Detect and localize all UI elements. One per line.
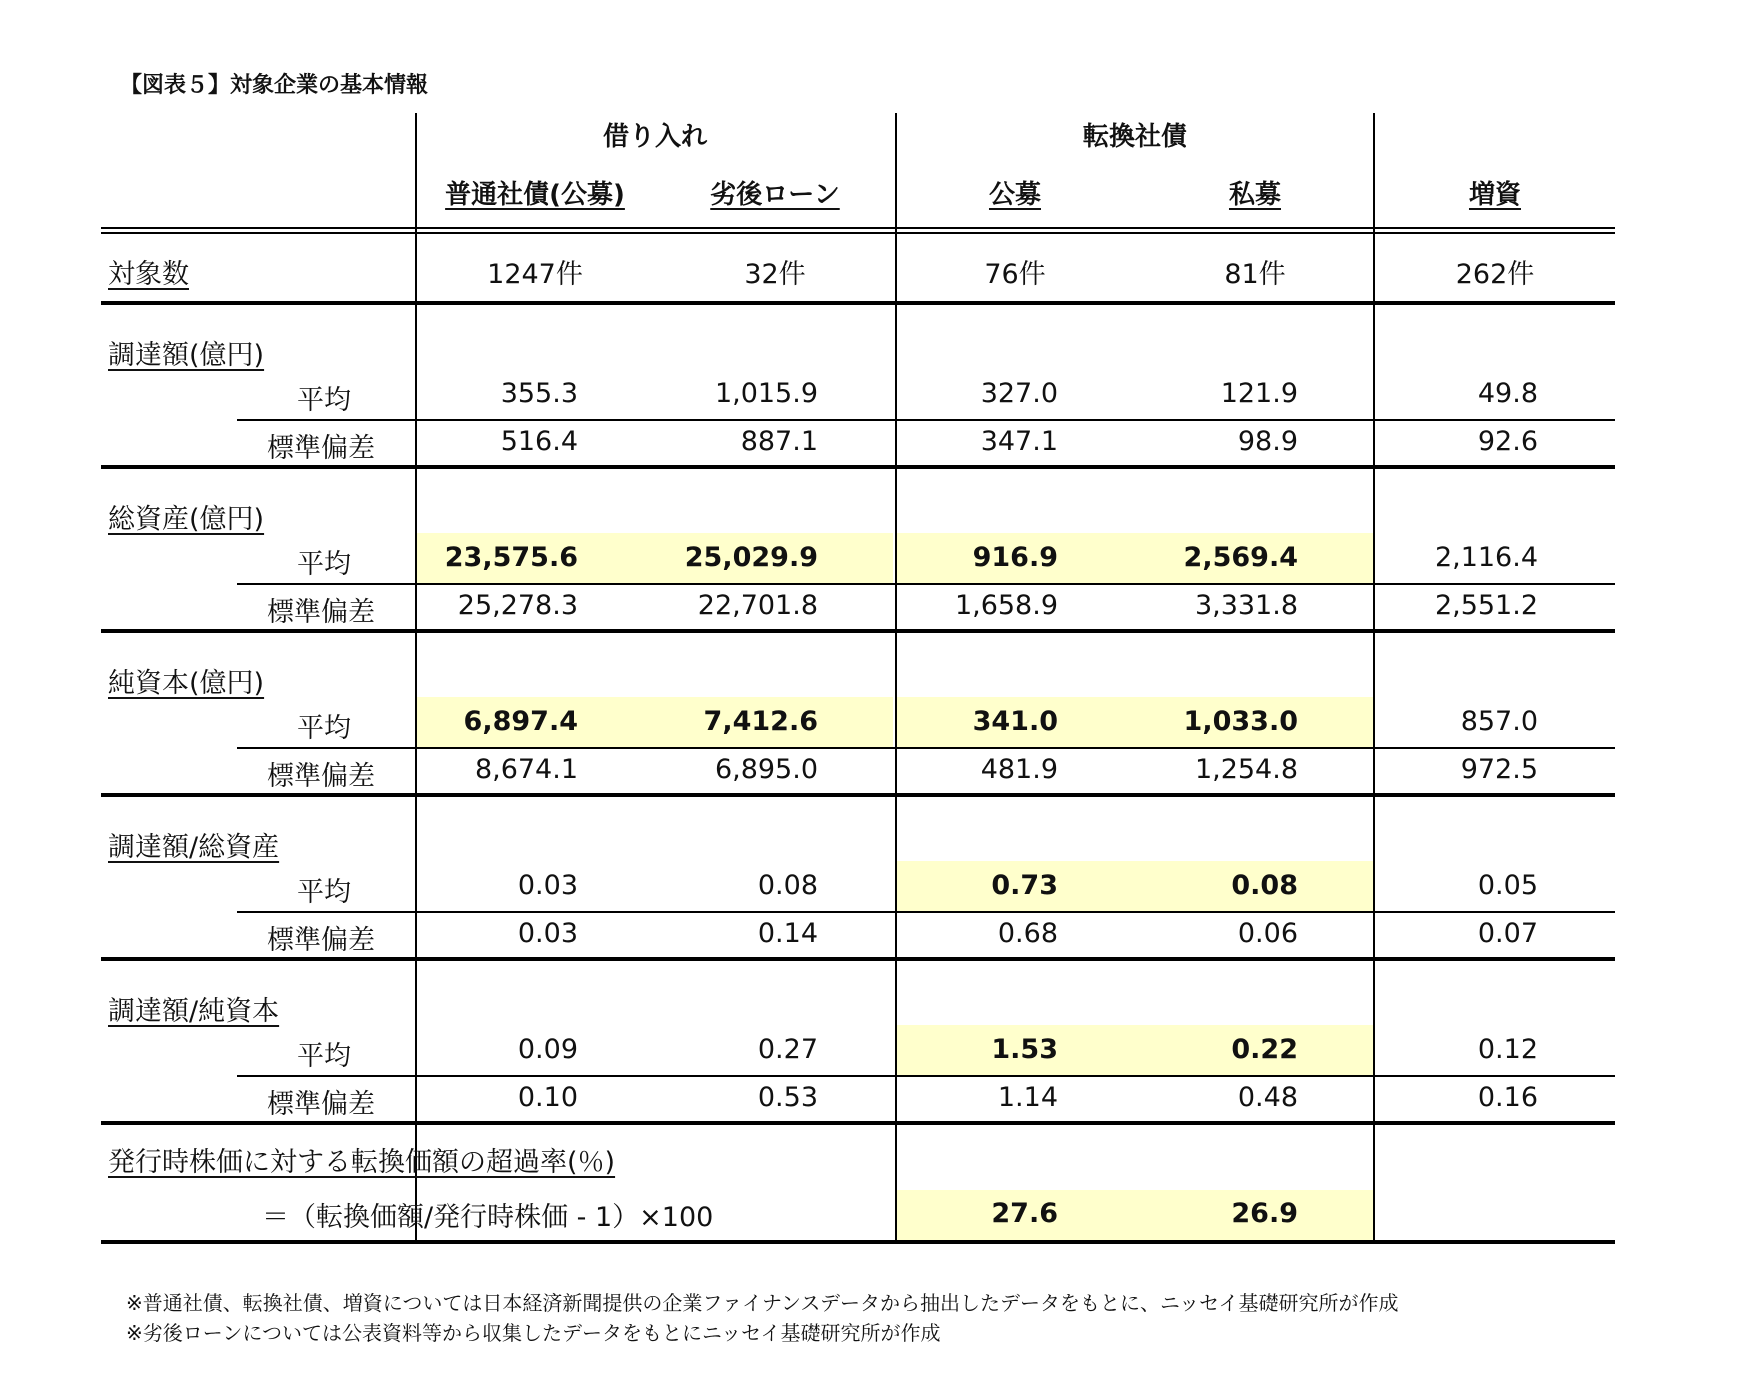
- figure-title: 【図表５】対象企業の基本情報: [120, 73, 429, 98]
- sub-rule: [237, 419, 1615, 421]
- sub-rule: [237, 911, 1615, 913]
- sd-value: 887.1: [740, 426, 818, 457]
- source-note-1: ※普通社債、転換社債、増資については日本経済新聞提供の企業ファイナンスデータから抽出したデータをもとに、ニッセイ基礎研究所が作成: [126, 1291, 1399, 1315]
- count-subordinated-loan: 32件: [744, 259, 806, 290]
- mean-value: 0.08: [1231, 870, 1298, 901]
- sd-value: 1,254.8: [1194, 754, 1298, 785]
- mean-label: 平均: [297, 549, 351, 580]
- mean-value: 23,575.6: [444, 542, 578, 573]
- mean-value: 341.0: [972, 706, 1058, 737]
- sd-value: 6,895.0: [714, 754, 818, 785]
- section-rule-0: [101, 301, 1615, 305]
- mean-value: 2,569.4: [1183, 542, 1298, 573]
- premium-formula: ＝（転換価額/発行時株価 - 1）×100: [262, 1202, 714, 1233]
- sd-value: 0.07: [1477, 918, 1538, 949]
- section-label: 純資本(億円): [108, 668, 265, 699]
- mean-value: 0.03: [517, 870, 578, 901]
- sub-rule: [237, 583, 1615, 585]
- mean-value: 6,897.4: [463, 706, 578, 737]
- column-header-public-bond: 普通社債(公募): [445, 180, 625, 210]
- premium-convertible-public: 27.6: [991, 1198, 1058, 1229]
- sd-value: 0.68: [997, 918, 1058, 949]
- mean-value: 1,015.9: [714, 378, 818, 409]
- count-row-label: 対象数: [108, 259, 189, 290]
- source-note-2: ※劣後ローンについては公表資料等から収集したデータをもとにニッセイ基礎研究所が作成: [126, 1321, 941, 1345]
- mean-value: 7,412.6: [703, 706, 818, 737]
- section-label: 調達額/総資産: [108, 832, 280, 863]
- mean-value: 327.0: [980, 378, 1058, 409]
- section-rule-2: [101, 629, 1615, 633]
- sd-value: 481.9: [980, 754, 1058, 785]
- sd-value: 1,658.9: [954, 590, 1058, 621]
- mean-value: 857.0: [1460, 706, 1538, 737]
- sd-value: 347.1: [980, 426, 1058, 457]
- sub-rule: [237, 1075, 1615, 1077]
- mean-value: 1.53: [991, 1034, 1058, 1065]
- premium-convertible-private: 26.9: [1231, 1198, 1298, 1229]
- sd-value: 0.03: [517, 918, 578, 949]
- mean-value: 2,116.4: [1434, 542, 1538, 573]
- sd-label: 標準偏差: [267, 433, 375, 464]
- count-public-bond: 1247件: [487, 259, 583, 290]
- mean-value: 0.09: [517, 1034, 578, 1065]
- sd-value: 25,278.3: [457, 590, 578, 621]
- column-header-subordinated-loan: 劣後ローン: [710, 180, 840, 210]
- mean-value: 0.12: [1477, 1034, 1538, 1065]
- column-header-equity: 増資: [1468, 180, 1521, 210]
- section-label: 調達額(億円): [108, 340, 265, 371]
- sd-value: 98.9: [1237, 426, 1298, 457]
- mean-value: 1,033.0: [1183, 706, 1298, 737]
- column-header-convertible-public: 公募: [988, 180, 1041, 210]
- column-header-convertible-private: 私募: [1228, 180, 1281, 210]
- sd-label: 標準偏差: [267, 1089, 375, 1120]
- sd-value: 8,674.1: [474, 754, 578, 785]
- sd-value: 22,701.8: [697, 590, 818, 621]
- sd-value: 1.14: [997, 1082, 1058, 1113]
- section-rule-3: [101, 793, 1615, 797]
- group-header-borrowing: 借り入れ: [602, 122, 707, 152]
- mean-value: 0.27: [757, 1034, 818, 1065]
- sd-value: 0.10: [517, 1082, 578, 1113]
- sd-value: 3,331.8: [1194, 590, 1298, 621]
- section-rule-5: [101, 1121, 1615, 1125]
- sd-value: 0.53: [757, 1082, 818, 1113]
- sd-label: 標準偏差: [267, 925, 375, 956]
- premium-row-label: 発行時株価に対する転換価額の超過率(％): [108, 1147, 616, 1178]
- mean-value: 121.9: [1220, 378, 1298, 409]
- count-convertible-private: 81件: [1224, 259, 1286, 290]
- table-bottom-rule: [101, 1240, 1615, 1244]
- sd-value: 2,551.2: [1434, 590, 1538, 621]
- header-rule-bottom: [101, 232, 1615, 234]
- mean-label: 平均: [297, 877, 351, 908]
- mean-value: 916.9: [972, 542, 1058, 573]
- section-rule-4: [101, 957, 1615, 961]
- mean-value: 0.73: [991, 870, 1058, 901]
- section-label: 総資産(億円): [108, 504, 265, 535]
- mean-value: 0.08: [757, 870, 818, 901]
- mean-label: 平均: [297, 1041, 351, 1072]
- group-header-convertible: 転換社債: [1082, 122, 1187, 152]
- mean-label: 平均: [297, 713, 351, 744]
- mean-label: 平均: [297, 385, 351, 416]
- section-label: 調達額/純資本: [108, 996, 280, 1027]
- mean-value: 0.22: [1231, 1034, 1298, 1065]
- sd-label: 標準偏差: [267, 761, 375, 792]
- sd-value: 0.48: [1237, 1082, 1298, 1113]
- sd-value: 0.14: [757, 918, 818, 949]
- mean-value: 25,029.9: [684, 542, 818, 573]
- section-rule-1: [101, 465, 1615, 469]
- mean-value: 355.3: [500, 378, 578, 409]
- sd-value: 972.5: [1460, 754, 1538, 785]
- count-convertible-public: 76件: [984, 259, 1046, 290]
- mean-value: 0.05: [1477, 870, 1538, 901]
- sd-value: 0.16: [1477, 1082, 1538, 1113]
- header-rule-top: [101, 227, 1615, 229]
- sub-rule: [237, 747, 1615, 749]
- sd-value: 0.06: [1237, 918, 1298, 949]
- count-equity: 262件: [1455, 259, 1535, 290]
- sd-value: 516.4: [500, 426, 578, 457]
- mean-value: 49.8: [1477, 378, 1538, 409]
- sd-value: 92.6: [1477, 426, 1538, 457]
- sd-label: 標準偏差: [267, 597, 375, 628]
